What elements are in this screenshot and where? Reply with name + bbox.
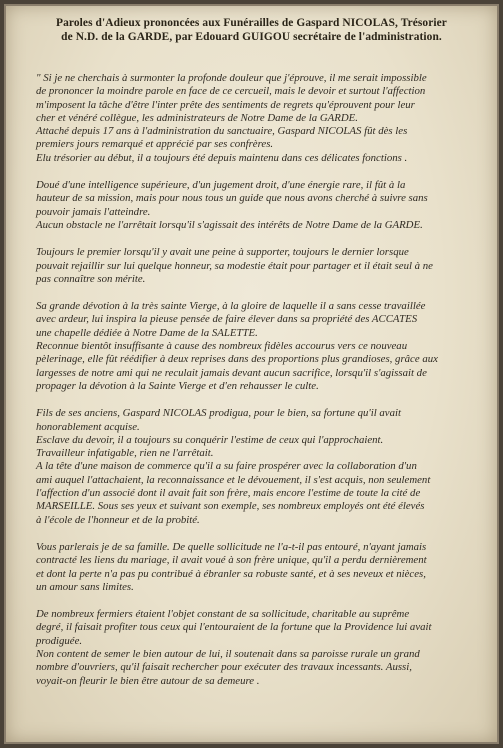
eulogy-text	[36, 72, 481, 702]
text-line: l'affection d'un associé dont il avait fait son frère, mais encore l'estime de toute la cité de	[36, 487, 421, 500]
text-line: Doué d'une intelligence supérieure, d'un jugement droit, d'une énergie rare, il fût à la	[36, 179, 406, 192]
text-line: Fils de ses anciens, Gaspard NICOLAS prodigua, pour le bien, sa fortune qu'il avait	[36, 407, 401, 420]
text-line: De nombreux fermiers étaient l'objet constant de sa sollicitude, charitable au suprême	[36, 608, 410, 621]
paragraph	[36, 541, 481, 594]
text-line: degré, il faisait profiter tous ceux qui l'entouraient de la fortune que la Providence lui avait	[36, 621, 432, 634]
text-line: pouvait rejaillir sur lui quelque honneur, sa modestie était pour partager et il était seul à ne	[36, 259, 433, 272]
text-line: prodiguée.	[36, 634, 83, 647]
text-line: propager la dévotion à la Sainte Vierge et d'en rehausser le culte.	[36, 379, 319, 392]
text-line: ami auquel l'attachaient, la reconnaissance et le dévouement, il s'est acquis, non seulement	[36, 473, 431, 486]
text-line: Sa grande dévotion à la très sainte Vierge, à la gloire de laquelle il a sans cesse travaillée	[36, 300, 426, 313]
paragraph	[36, 300, 481, 393]
memorial-plaque	[4, 4, 499, 744]
text-line: et dont la perte n'a pas pu contribué à ébranler sa robuste santé, et à ses neveux et nièces,	[36, 567, 426, 580]
text-line: contracté les liens du mariage, il avait voué à son frère unique, qu'il a perdu dernièrement	[36, 554, 427, 567]
paragraph	[36, 179, 481, 232]
text-line: hauteur de sa mission, mais pour nous tous un guide que nous avons cherché à suivre sans	[36, 192, 428, 205]
text-line: Attaché depuis 17 ans à l'administration du sanctuaire, Gaspard NICOLAS fût dès les	[36, 125, 408, 138]
text-line: à l'école de l'honneur et de la probité.	[36, 513, 200, 526]
paragraph	[36, 608, 481, 688]
text-line: Esclave du devoir, il a toujours su conquérir l'estime de ceux qui l'approchaient.	[36, 433, 384, 446]
text-line: Travailleur infatigable, rien ne l'arrêtait.	[36, 447, 214, 460]
title-line: Paroles d'Adieux prononcées aux Funérailles de Gaspard NICOLAS, Trésorier	[56, 17, 447, 29]
text-line: Toujours le premier lorsqu'il y avait une peine à supporter, toujours le dernier lorsque	[36, 246, 409, 259]
text-line: " Si je ne cherchais à surmonter la profonde douleur que j'éprouve, il me serait impossible	[36, 72, 427, 84]
text-line: Non content de semer le bien autour de lui, il soutenait dans sa paroisse rurale un grand	[36, 647, 420, 660]
text-line: Aucun obstacle ne l'arrêtait lorsqu'il s'agissait des intérêts de Notre Dame de la GARDE.	[36, 218, 423, 231]
text-line: honorablement acquise.	[36, 420, 140, 433]
text-line: Vous parlerais je de sa famille. De quelle sollicitude ne l'a-t-il pas entouré, n'ayant jamais	[36, 540, 427, 553]
text-line: un amour sans limites.	[36, 580, 134, 593]
text-line: largesses de notre ami qui ne reculait jamais devant aucun sacrifice, lorsqu'il s'agissait de	[36, 366, 427, 379]
plaque-title	[24, 16, 479, 44]
text-line: pouvoir jamais l'atteindre.	[36, 205, 151, 218]
text-line: Elu trésorier au début, il a toujours été depuis maintenu dans ces délicates fonctions .	[36, 151, 408, 164]
text-line: MARSEILLE. Sous ses yeux et suivant son exemple, ses nombreux employés ont été élevés	[36, 500, 425, 513]
text-line: cher et vénéré collègue, les administrateurs de Notre Dame de la GARDE.	[36, 111, 358, 124]
text-line: m'imposent la tâche d'être l'inter prête des sentiments de regrets qu'éprouvent pour leur	[36, 98, 415, 111]
text-line: de prononcer la moindre parole en face de ce cercueil, mais le devoir et surtout l'affection	[36, 85, 426, 98]
text-line: une chapelle dédiée à Notre Dame de la SALETTE.	[36, 326, 258, 339]
text-line: avec ardeur, lui inspira la pieuse pensée de faire élever dans sa propriété des ACCATES	[36, 313, 418, 326]
title-line: de N.D. de la GARDE, par Edouard GUIGOU secrétaire de l'administration.	[61, 31, 442, 43]
text-line: pèlerinage, elle fût réédifier à deux reprises dans des proportions plus grandioses, grâce aux	[36, 353, 438, 366]
text-line: nombre d'ouvriers, qu'il faisait rechercher pour exécuter des travaux incessants. Aussi,	[36, 661, 412, 674]
paragraph	[36, 246, 481, 286]
paragraph	[36, 407, 481, 527]
text-line: premiers jours remarqué et apprécié par ses confrères.	[36, 138, 274, 151]
text-line: Reconnue bientôt insuffisante à cause des nombreux fidèles accourus vers ce nouveau	[36, 340, 408, 353]
text-line: pas connaître son mérite.	[36, 272, 146, 285]
paragraph	[36, 72, 481, 165]
text-line: A la tête d'une maison de commerce qu'il a su faire prospérer avec la collaboration d'un	[36, 460, 417, 473]
text-line: voyait-on fleurir le bien être autour de sa demeure .	[36, 674, 260, 687]
